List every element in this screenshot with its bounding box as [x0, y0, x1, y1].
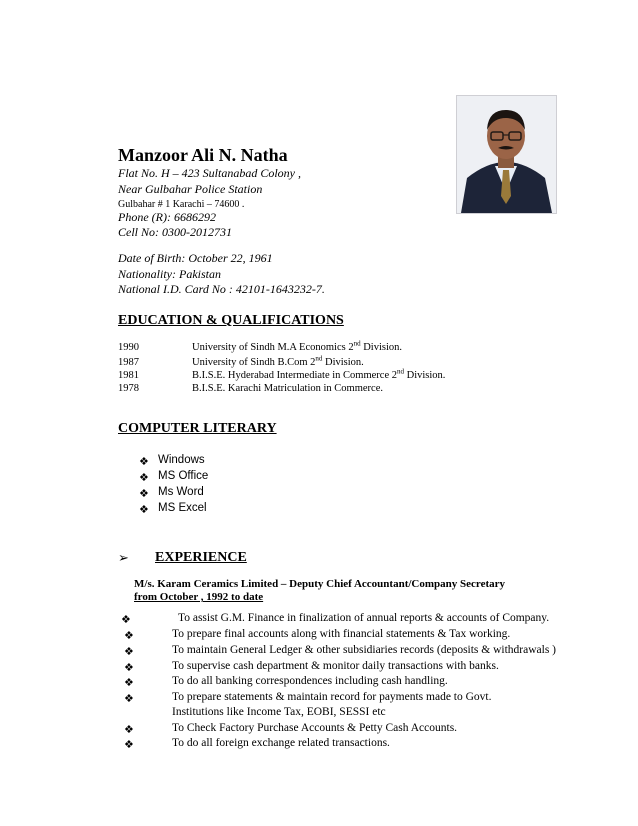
address-line-2: Near Gulbahar Police Station — [118, 182, 263, 196]
diamond-bullet-icon: ❖ — [124, 676, 134, 689]
duty-continuation: Institutions like Income Tax, EOBI, SESSI etc — [172, 706, 386, 718]
diamond-bullet-icon: ❖ — [139, 471, 149, 484]
edu-detail-1: University of Sindh M.A Economics 2nd Division. — [192, 339, 402, 353]
arrow-bullet-icon: ➢ — [118, 551, 129, 566]
national-id: National I.D. Card No : 42101-1643232-7. — [118, 282, 325, 296]
duty-item: To prepare statements & maintain record for payments made to Govt. — [172, 691, 492, 703]
company-title: M/s. Karam Ceramics Limited – Deputy Chief Accountant/Company Secretary — [134, 578, 505, 590]
address-line-1: Flat No. H – 423 Sultanabad Colony , — [118, 166, 301, 180]
diamond-bullet-icon: ❖ — [121, 613, 131, 626]
diamond-bullet-icon: ❖ — [124, 692, 134, 705]
candidate-name: Manzoor Ali N. Natha — [118, 145, 288, 165]
edu-year-1: 1990 — [118, 342, 139, 353]
computer-item: MS Office — [158, 470, 209, 482]
diamond-bullet-icon: ❖ — [139, 455, 149, 468]
employment-period: from October , 1992 to date — [134, 591, 264, 603]
duty-item: To maintain General Ledger & other subsidiaries records (deposits & withdrawals ) — [172, 644, 557, 656]
diamond-bullet-icon: ❖ — [124, 645, 134, 658]
diamond-bullet-icon: ❖ — [124, 738, 134, 751]
experience-heading: EXPERIENCE — [155, 550, 247, 565]
portrait-image — [457, 96, 556, 213]
edu-detail-2: University of Sindh B.Com 2nd Division. — [192, 354, 364, 368]
edu-detail-3: B.I.S.E. Hyderabad Intermediate in Commerce 2nd Division. — [192, 367, 446, 381]
duty-item: To assist G.M. Finance in finalization of annual reports & accounts of Company. — [178, 612, 550, 624]
phone-number: Phone (R): 6686292 — [118, 210, 216, 224]
edu-year-2: 1987 — [118, 357, 139, 368]
diamond-bullet-icon: ❖ — [124, 629, 134, 642]
nationality: Nationality: Pakistan — [118, 267, 221, 281]
duty-item: To Check Factory Purchase Accounts & Petty Cash Accounts. — [172, 722, 458, 734]
computer-item: Ms Word — [158, 486, 204, 498]
duty-item: To do all foreign exchange related transactions. — [172, 737, 390, 749]
diamond-bullet-icon: ❖ — [124, 661, 134, 674]
computer-item: MS Excel — [158, 502, 207, 514]
duty-item: To supervise cash department & monitor daily transactions with banks. — [172, 660, 499, 672]
edu-year-3: 1981 — [118, 370, 139, 381]
address-line-3: Gulbahar # 1 Karachi – 74600 . — [118, 199, 245, 210]
edu-detail-4: B.I.S.E. Karachi Matriculation in Commerce. — [192, 383, 383, 394]
education-heading: EDUCATION & QUALIFICATIONS — [118, 313, 344, 328]
date-of-birth: Date of Birth: October 22, 1961 — [118, 251, 273, 265]
diamond-bullet-icon: ❖ — [124, 723, 134, 736]
edu-year-4: 1978 — [118, 383, 139, 394]
computer-item: Windows — [158, 454, 205, 466]
profile-photo — [456, 95, 557, 214]
duty-item: To prepare final accounts along with financial statements & Tax working. — [172, 628, 511, 640]
computer-heading: COMPUTER LITERARY — [118, 421, 277, 436]
cell-number: Cell No: 0300-2012731 — [118, 225, 232, 239]
duty-item: To do all banking correspondences including cash handling. — [172, 675, 448, 687]
diamond-bullet-icon: ❖ — [139, 503, 149, 516]
diamond-bullet-icon: ❖ — [139, 487, 149, 500]
